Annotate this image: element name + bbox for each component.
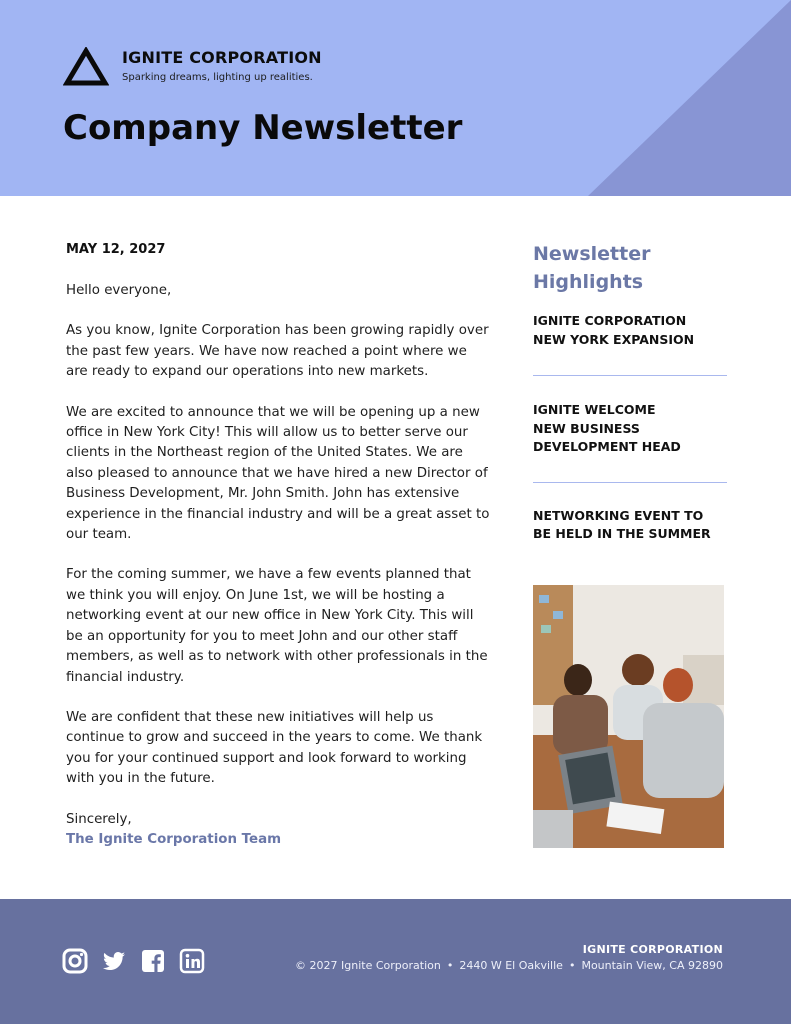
letter-greeting: Hello everyone, — [66, 283, 172, 298]
footer-address — [295, 959, 723, 972]
highlights-sidebar — [533, 240, 727, 544]
footer-street: 2440 W El Oakville — [459, 959, 563, 972]
company-tagline: Sparking dreams, lighting up realities. — [122, 72, 313, 83]
letter-signoff: Sincerely, — [66, 811, 132, 827]
highlight-line: NEW YORK EXPANSION — [533, 331, 695, 347]
highlight-line: BE HELD IN THE SUMMER — [533, 526, 711, 541]
newsletter-date: MAY 12, 2027 — [66, 242, 166, 257]
page-title: Company Newsletter — [63, 108, 463, 148]
letter-paragraph: As you know, Ignite Corporation has been growing rapidly over the past few years. We have now reached a point where we are ready to expand our operations into new markets. — [66, 323, 489, 380]
footer-separator: • — [568, 959, 576, 972]
highlight-item — [533, 401, 727, 457]
highlight-line: IGNITE CORPORATION — [533, 313, 687, 328]
footer-copyright: © 2027 Ignite Corporation — [295, 959, 441, 972]
linkedin-icon[interactable] — [179, 948, 205, 974]
highlight-divider — [533, 482, 727, 483]
footer-city: Mountain View, CA 92890 — [581, 959, 723, 972]
highlight-line: IGNITE WELCOME — [533, 402, 656, 417]
letter-signature: The Ignite Corporation Team — [66, 831, 282, 847]
highlight-line: NETWORKING EVENT TO — [533, 507, 704, 523]
highlight-line: NEW BUSINESS — [533, 420, 640, 436]
highlight-item — [533, 507, 727, 544]
letter-body — [66, 240, 491, 850]
header-corner-accent — [0, 0, 791, 196]
social-links — [62, 948, 205, 974]
letter-paragraph: We are confident that these new initiatives will help us continue to grow and succeed in the years to come. We thank you for your continued support and look forward to working with you in the future. — [66, 709, 483, 787]
letter-paragraph: We are excited to announce that we will be opening up a new office in New York City! This will allow us to better serve our clients in the Northeast region of the United States. We are also pleased to announce that we have hired a new Director of Business Development, Mr. John Smith. John has extensive experience in the financial industry and will be a great asset to our team. — [66, 404, 490, 543]
highlights-title: Newsletter Highlights — [533, 243, 651, 293]
instagram-icon[interactable] — [62, 948, 88, 974]
facebook-icon[interactable] — [140, 948, 166, 974]
team-meeting-photo — [533, 585, 724, 848]
footer-separator: • — [446, 959, 454, 972]
footer-company-name: IGNITE CORPORATION — [582, 943, 723, 956]
header-banner — [0, 0, 791, 196]
company-name: IGNITE CORPORATION — [122, 48, 322, 67]
triangle-logo-icon — [63, 47, 109, 87]
highlight-divider — [533, 375, 727, 376]
highlight-line: DEVELOPMENT HEAD — [533, 439, 681, 454]
twitter-icon[interactable] — [101, 948, 127, 974]
highlight-item — [533, 312, 727, 349]
letter-paragraph: For the coming summer, we have a few events planned that we think you will enjoy. On June 1st, we will be hosting a networking event at our new office in New York City. This will be an opportunity for you to meet John and our other staff members, as well as to network with other professionals in the financial industry. — [66, 567, 488, 685]
